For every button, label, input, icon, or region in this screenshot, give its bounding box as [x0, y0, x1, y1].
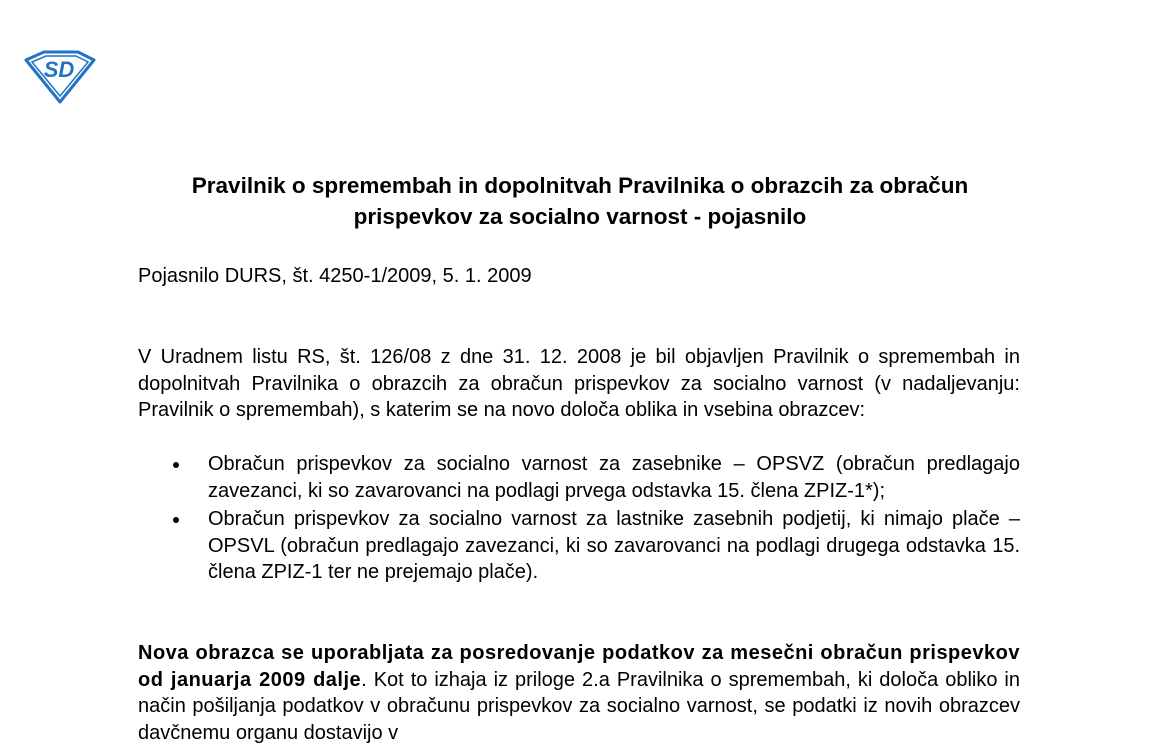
list-item-text: Obračun prispevkov za socialno varnost za zasebnike – OPSVZ (obračun predlagajo zavezanci, ki so zavarovanci na podlagi prvega odstavka 15. člena ZPIZ-1*);	[208, 453, 1020, 502]
document-subtitle: Pojasnilo DURS, št. 4250-1/2009, 5. 1. 2009	[138, 265, 532, 287]
document-title: Pravilnik o spremembah in dopolnitvah Pravilnika o obrazcih za obračun prispevkov za socialno varnost - pojasnilo	[191, 173, 969, 229]
svg-text:SD: SD	[43, 57, 75, 82]
list-item-text: Obračun prispevkov za socialno varnost za lastnike zasebnih podjetij, ki nimajo plače – OPSVL (obračun predlagajo zavezanci, ki so zavarovanci na podlagi drugega odstavka 15. člena ZPIZ-1 ter ne prejemajo plače).	[208, 508, 1020, 583]
bullet-icon	[173, 462, 179, 468]
form-list	[138, 451, 1020, 586]
bullet-icon	[173, 517, 179, 523]
usage-paragraph-bold: Nova obrazca se uporabljata za posredovanje podatkov za mesečni obračun prispevkov od januarja 2009 dalje	[138, 642, 1020, 691]
sd-logo-icon	[22, 50, 96, 104]
usage-paragraph-rest: . Kot to izhaja iz priloge 2.a Pravilnika o spremembah, ki določa obliko in način pošiljanja podatkov v obračunu prispevkov za socialno varnost, se podatki iz novih obrazcev davčnemu organu dostavijo v	[138, 668, 1020, 744]
intro-paragraph: V Uradnem listu RS, št. 126/08 z dne 31. 12. 2008 je bil objavljen Pravilnik o spremembah in dopolnitvah Pravilnika o obrazcih za obračun prispevkov za socialno varnost (v nadaljevanju: Pravilnik o spremembah), s katerim se na novo določa oblika in vsebina obrazcev:	[138, 346, 1020, 421]
list-item	[138, 451, 1020, 504]
usage-paragraph	[138, 640, 1020, 746]
list-item	[138, 506, 1020, 586]
